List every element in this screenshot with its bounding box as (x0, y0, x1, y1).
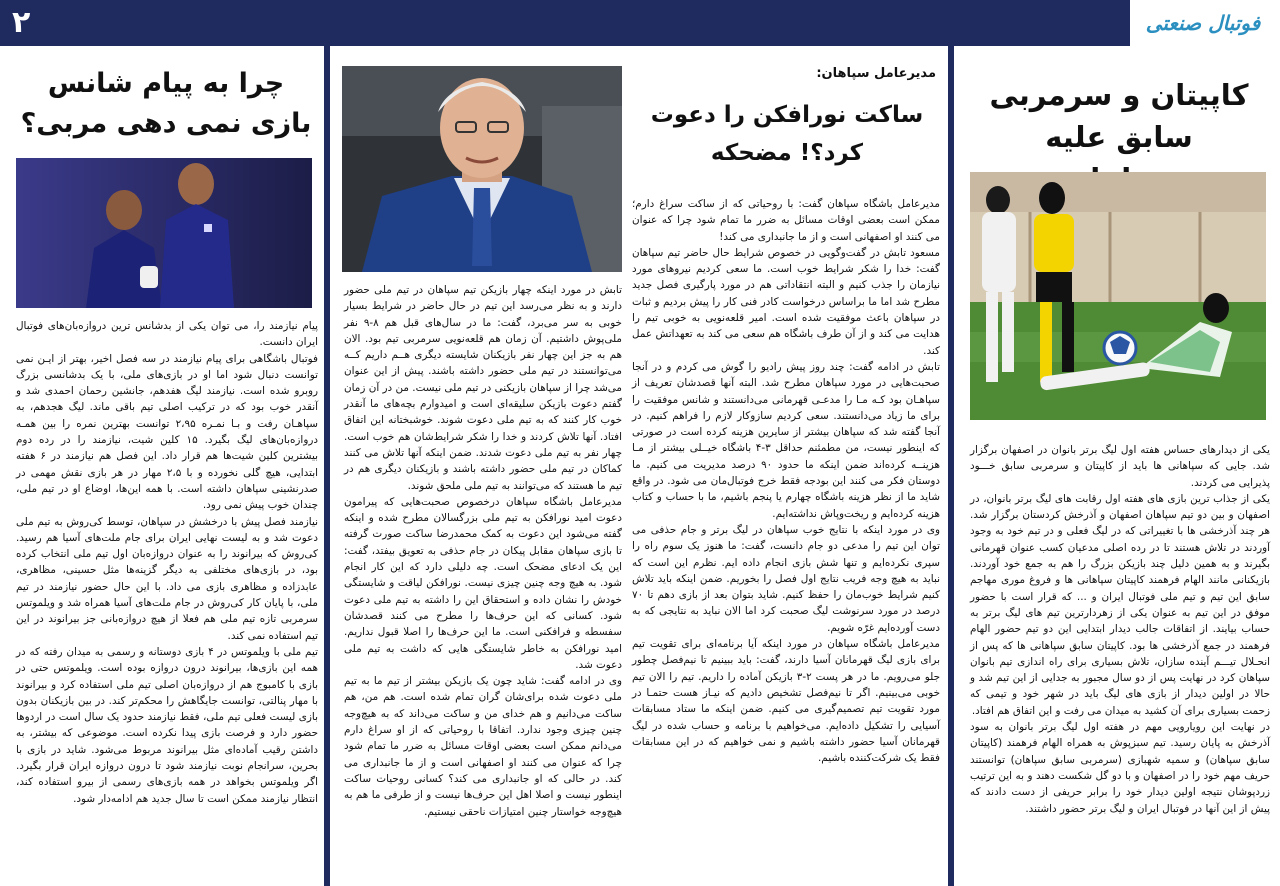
article-payam-niazmand (6, 46, 324, 886)
womens-football-illustration (970, 172, 1266, 420)
womens-football-photo (970, 172, 1266, 420)
article-headline: چرا به پیام شانس بازی نمی دهی مربی؟ (20, 68, 312, 139)
logo-box (1130, 0, 1280, 46)
article-headline: کاپیتان و سرمربی سابق علیه (989, 78, 1249, 154)
national-team-goalkeepers-photo (16, 158, 312, 308)
page-header (0, 0, 1280, 46)
ceo-portrait-photo (342, 66, 622, 272)
article-headline: ساکت نورافکن را دعوت کرد؟! مضحکه (650, 102, 924, 166)
article-kicker: مدیرعامل سپاهان: (816, 66, 936, 81)
article-sepahan-ceo-continued (334, 46, 624, 886)
publication-logo: فوتبال صنعتی (1145, 11, 1261, 35)
ceo-portrait-illustration (342, 66, 622, 272)
column-divider (324, 46, 330, 886)
article-body-continued: تابش در مورد اینکه چهار بازیکن تیم سپاهان در تیم ملی حضور دارند و به نظر می‌رسد این تیم در حال حاضر در شرایط بسیار خوبی به سر می‌برد، گفت: ما در سال‌های قبل هم ۸-۹ نفر ملی‌پوش داشتیم. آن زمان هم قلعه‌نویی سرمربی تیم بود. الان هم به جز این چهار نفر بازیکنان شایسته دیگری هــم داریم کــه می‌توانستند در تیم ملی حضور داشته باشند. پیش از این عنوان می‌شد چرا از سپاهان بازیکنی در تیم ملی نیست. من در آن زمان گفتم دعوت بازیکن سلیقه‌ای است و امیدوارم بچه‌های ما آنقدر خوب کار کنند که به تیم ملی دعوت شوند. خوشبختانه این اتفاق افتاد. آنها تلاش کردند و خدا را شکر شرایط‌شان هم خوب است. چهار نفر به تیم ملی دعوت شدند. ضمن اینکه آنها تلاش می کنند کماکان در تیم ملی حضور داشته باشند و بازیکنان دیگری هم در تیم ما هستند که می‌توانند به تیم ملی ملحق شوند. مدیرعامل باشگاه سپاهان درخصوص صحبت‌هایی که پیرامون دعوت امید نورافکن به تیم ملی بزرگسالان مطرح شده و اینکه گفته می‌شود این دعوت به کمک محمدرضا ساکت صورت گرفته تا بازی سپاهان مقابل پیکان در جام حذفی به تعویق بیفتد، گفت: این یک ادعای مضحک است. چه دلیلی دارد که این کار انجام شود. به هیچ وجه چنین چیزی نیست. نورافکن لیاقت و شایستگی خودش را نشان داده و استحقاق این را داشته به تیم ملی دعوت شود. کسانی که این حرف‌ها را مطرح می کنند قصدشان سفسطه و فرافکنی است. ما این حرف‌ها را اصلا قبول نداریم. امید نورافکن به خاطر شایستگی هایی که داشت به تیم ملی دعوت شد. وی در ادامه گفت: شاید چون یک بازیکن بیشتر از تیم ما به تیم ملی دعوت شده برای‌شان گران تمام شده است. هم من، هم ساکت می‌دانیم و هم خدای من و ساکت می‌داند که به هیچ‌وجه چنین چیزی وجود ندارد. اتفاقا با روحیاتی که از او سراغ دارم می‌دانم ممکن است بعضی اوقات مسائل به ضرر ما تمام شود چرا که عنوان می کنند او اصفهانی است و از ما جانبداری می کند. در حالی که او جانبداری می کند؟ کسانی روحیات ساکت اینطور نیست و اصلا اهل این حرف‌ها نیست و از طرفی ما هم به هیچ‌وجه خواستار چنین امتیازات ناحقی نیستیم. (344, 284, 622, 818)
column-divider (948, 46, 954, 886)
national-team-illustration (16, 158, 312, 308)
article-womens-league (958, 46, 1280, 886)
page-number: ۲ (12, 5, 31, 40)
article-body: یکی از دیدارهای حساس هفته اول لیگ برتر بانوان در اصفهان برگزار شد. جایی که سپاهانی ها باید از کاپیتان و سرمربی سابق خـــود پذیرایی می کردند. یکی از جذاب ترین بازی های هفته اول رقابت های لیگ برتر بانوان، در اصفهان و بین دو تیم سپاهان اصفهان و آذرخش کردستان برگزار شد. هر چند آذرخشی ها با تغییراتی که در لیگ فعلی و در تیم خود به وجود آوردند در تلاش هستند تا در رده اصلی مدعیان کسب عنوان قهرمانی بگیرند و به همین دلیل چند بازیکن بزرگ را هم به جمع خود آوردند. بازیکنانی مانند الهام فرهمند کاپیتان سپاهانی ها و فروغ موری مهاجم سابق این تیم و تیم ملی فوتبال ایران و ... که قرار است با حضور موفق در این تیم به عنوان یکی از زهردارترین تیم های لیگ برتر به حساب بیایند. از اتفاقات جالب دیدار ابتدایی این دو تیم حضور الهام فرهمند در جمع آذرخشی ها بود. کاپیتان سابق سپاهانی ها که پس از انحـلال تیـــم آینده سازان، تلاش بسیاری برای راه اندازی تیم بانوان سپاهان کرد در نهایت پس از دو سال مجبور به جدایی از این تیم شد و حالا در اولین دیدار از بازی های لیگ باید در شهر خود و تیمی که زحمت بسیاری برای آن کشید به میدان می رفت و این اتفاق هم افتاد. در نهایت این رویارویی مهم در هفته اول لیگ برتر بانوان به سود آذرخش به پایان رسید. تیم سبزپوش به همراه الهام فرهمند (کاپیتان سابق سپاهان) و سمیه شهبازی (سرمربی سابق سپاهان) توانستند حریف مهم خود را در اصفهان و با دو گل شکست دهند و به این ترتیب زردپوشان نتیجه اولین دیدار خود را برابر حریفی از دست دادند که پیش از این آنها در فوتبال ایران و لیگ برتر حضور داشتند. (970, 444, 1270, 815)
article-sepahan-ceo (628, 46, 946, 886)
article-body: پیام نیازمند را، می توان یکی از بدشانس ترین دروازه‌بان‌های فوتبال ایران دانست. فوتبال باشگاهی برای پیام نیازمند در سه فصل اخیر، بهتر از ایـن نمی توانست دنبال شود اما او در بازی‌های ملی، با یک بدشانسی بزرگ روبرو شده است. نیازمند لیگ هفدهم، جانشین رحمان احمدی شد و آنقدر خوب بود که در ترکیب اصلی تیم باقی ماند. لیگ هجدهم، به سپاهـان رفت و بـا نمـره ۲،۹۵ توانست بهترین نمره را بین همـه دروازه‌بان‌های لیگ بگیرد. ۱۵ کلین شیت، نیازمند را در رده دوم بیشترین کلین شیت‌ها هم قرار داد. این فصل هم نیازمند در ۶ هفته ابتدایی، هیچ گلی نخورده و با ۲،۵ مهار در هر بازی نقش مهمی در صدرنشینی سپاهان داشته است. با همه این‌ها، اوضاع او در تیم ملی، چندان خوب پیش نمی رود. نیازمند فصل پیش با درخشش در سپاهان، توسط کی‌روش به تیم ملی دعوت شد و به لیست نهایی ایران برای جام ملت‌های آسیا هم رسید. کی‌روش که بیرانوند را به عنوان دروازه‌بان اول تیم ملی انتخاب کرده بود، در بازی‌های مختلفی به دیگر گزینه‌ها مثل حسینی، مظاهری، عابدزاده و مظاهری بازی می داد. با این حال حضور نیازمند در تیم ملی، با پایان کار کی‌روش در جام ملت‌های آسیا همراه شد و ویلموتس سرمربی تازه تیم ملی هم فعلا از هیچ دروازه‌بانی جز بیرانوند در این تیم استفاده‌ نمی کند. تیم ملی با ویلموتس در ۴ بازی دوستانه و رسمی به میدان رفته که در همه این بازی‌ها، بیرانوند درون دروازه‌ بوده است. ویلموتس حتی در بازی با کامبوج هم از دروازه‌بان اصلی تیم ملی استفاده کرد و بیرانوند با مهار پنالتی، توانست جایگاهش را محکم‌تر کند. در بین بازیکنان بدون بازی لیست فعلی تیم ملی، فقط نیازمند حدود یک سال است در اردوها حضور دارد و فرصت بازی پیدا نکرده است. موضوعی که بیشتر، به داشتن رقیب آماده‌ای مثل بیرانوند مربوط می‌شود. شاید در بازی با بحرین، سرانجام نوبت نیازمند شود تا درون دروازه ایران قرار بگیرد. اگر ویلموتس بخواهد در همه بازی‌های رسمی از بیرو استفاده کند، انتظار نیازمند ممکن است تا سال جدید هم ادامه‌دار شود. (16, 320, 318, 805)
article-body: مدیرعامل باشگاه سپاهان گفت: با روحیاتی که از ساکت سراغ دارم؛ ممکن است بعضی اوقات مسائل به ضرر ما تمام شود چرا که عنوان می کنند او اصفهانی است و از ما جانبداری می کند! مسعود تابش در گفت‌وگویی در خصوص شرایط حال حاضر تیم سپاهان گفت: خدا را شکر شرایط خوب است. ما سعی کردیم نیروهای مورد نیازمان را جذب کنیم و البته انتقاداتی هم در مورد پارگیری فصل جدید مطرح شد اما ما براساس درخواست کادر فنی کار را پیش بردیم و ثبات در سپاهان باعث موفقیت شده است. امیر قلعه‌نویی به خوبی تیم را هدایت می کند و از آن طرف باشگاه هم سعی می کند به تعهداتش عمل کند. تابش در ادامه گفت: چند روز پیش رادیو را گوش می کردم و در آنجا صحبت‌هایی در مورد سپاهان مطرح شد. البته آنها قصدشان تعریف از سپاهـان بود کـه مـا را مدعـی قهرمانی می‌دانستند و شانس موفقیت را برای ما زیاد می‌دانستند. سعی کردیم سازوکار لازم را فراهم کنیم. در آنجا گفته شد که سپاهان بیشتر از سایرین هزینه کرده است در صورتی که اینطور نیست، من مطمئنم حداقل ۳-۴ باشگاه خیــلی بیشتر از مـا هزینــه کرده‌اند ضمن اینکه ما حدود ۹۰ درصد مدیریت می کنیم. ما دوستان فکر می کنند این بودجه فقط خرج فوتبال‌مان می شود. در واقع شاید ما از نظر هزینه باشگاه چهارم یا پنجم باشیم، ما با حساب و کتاب هزینه کرده‌ایم و ریخت‌وپاش نداشته‌ایم. وی در مورد اینکه با نتایج خوب سپاهان در لیگ برتر و جام حذفی می توان این تیم را مدعی دو جام دانست، گفت: ما هنوز یک سوم راه را سپری نکرده‌ایم و تنها شش بازی انجام داده ایم. نظرم این است که نباید به هیچ وجه فریب نتایج اول فصل را بخوریم. ضمن اینکه باید تلاش کنیم شرایط خوب‌مان را حفظ کنیم. شاید بتوان بعد از بازی دهم تا ۷۰ درصد در مورد سرنوشت لیگ صحبت کرد اما الان نباید به نتایجی که به دست آورده‌ایم غرّه شویم. مدیرعامل باشگاه سپاهان در مورد اینکه آیا برنامه‌ای برای تقویت تیم برای بازی لیگ قهرمانان آسیا دارند، گفت: باید ببینیم تا نیم‌فصل چطور جلو می‌رویم. ما در هر پست ۲-۳ بازیکن آماده را داریم. تیم را الان تیم خوبی می‌بینیم. اگر تا نیم‌فصل تشخیص دادیم که نیـاز هست حتمـا در مورد تقویت تیم تصمیم‌گیری می کنیم. ضمن اینکه ما ستاد مسابقات آسیایی را تشکیل داده‌ایم. می‌خواهیم با برنامه و حساب شده در لیگ قهرمانان آسیا حضور داشته باشیم و نمی خواهیم که در این مسابقات فقط یک شرکت‌کننده باشیم. (632, 198, 940, 765)
